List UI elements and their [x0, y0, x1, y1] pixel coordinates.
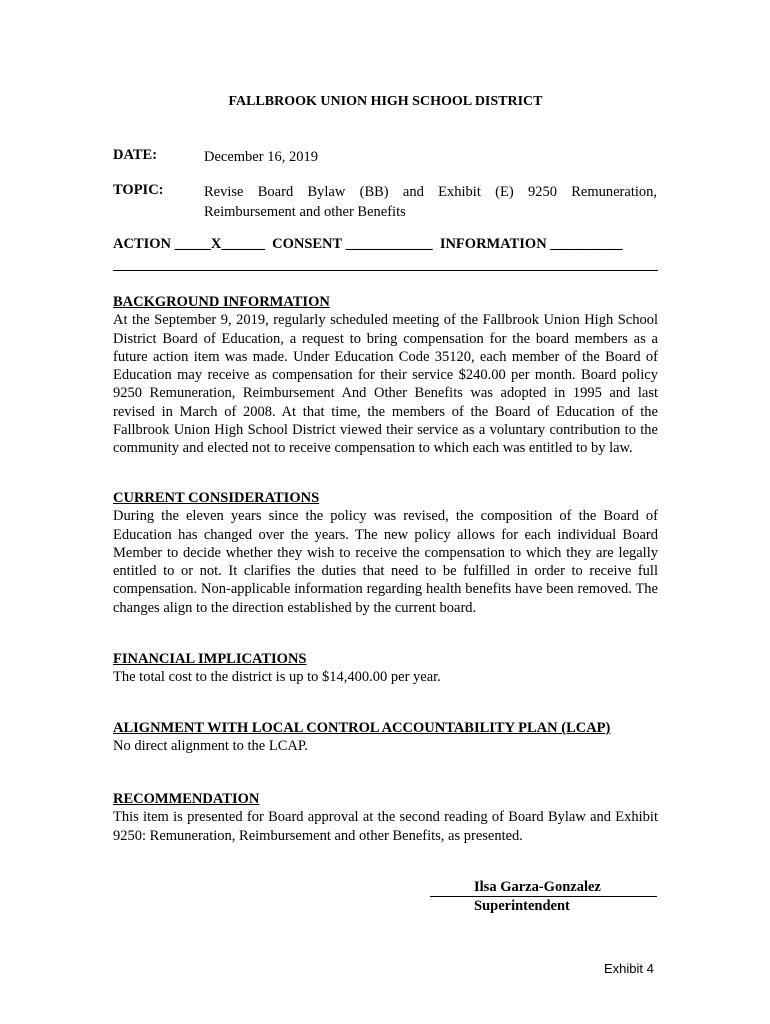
- action-consent-information-line: ACTION _____X______ CONSENT ____________ INFORMATION __________: [113, 236, 623, 252]
- divider-rule: [113, 270, 658, 271]
- current-considerations-body: During the eleven years since the policy was revised, the composition of the Board of Education has changed over the years. The new policy allows for each individual Board Member to decide whether they wish to receive the compensation to which they are legally entitled to or not. It clarifies the duties that need to be fulfilled in order to receive full compensation. Non-applicable information regarding health benefits have been removed. The changes align to the direction established by the current board.: [113, 508, 658, 616]
- financial-heading: FINANCIAL IMPLICATIONS: [113, 651, 307, 667]
- lcap-body: No direct alignment to the LCAP.: [113, 738, 308, 755]
- lcap-heading: ALIGNMENT WITH LOCAL CONTROL ACCOUNTABILITY PLAN (LCAP): [113, 720, 611, 736]
- recommendation-section: [113, 790, 658, 845]
- lcap-section: [113, 719, 658, 756]
- background-heading: BACKGROUND INFORMATION: [113, 294, 330, 310]
- background-section: [113, 293, 658, 458]
- recommendation-body: This item is presented for Board approval at the second reading of Board Bylaw and Exhibit 9250: Remuneration, Reimbursement and other Benefits, as presented.: [113, 809, 658, 844]
- date-value: December 16, 2019: [204, 149, 318, 165]
- district-title: FALLBROOK UNION HIGH SCHOOL DISTRICT: [228, 94, 543, 109]
- topic-value: Revise Board Bylaw (BB) and Exhibit (E) 9250 Remuneration, Reimbursement and other Benefits: [204, 184, 657, 220]
- background-body: At the September 9, 2019, regularly scheduled meeting of the Fallbrook Union High School District Board of Education, a request to bring compensation for the board members as a future action item was made. Under Education Code 35120, each member of the Board of Education may receive as compensation for their service $240.00 per month. Board policy 9250 Remuneration, Reimbursement And Other Benefits was adopted in 1995 and last revised in March of 2008. At that time, the members of the Board of Education of the Fallbrook Union High School District viewed their service as a voluntary contribution to the community and elected not to receive compensation to which each was entitled to by law.: [113, 312, 658, 457]
- exhibit-label: Exhibit 4: [604, 961, 654, 976]
- signature-name: Ilsa Garza-Gonzalez: [430, 879, 657, 897]
- financial-body: The total cost to the district is up to $14,400.00 per year.: [113, 669, 441, 686]
- current-considerations-section: [113, 489, 658, 617]
- recommendation-heading: RECOMMENDATION: [113, 791, 260, 807]
- date-label: DATE:: [113, 147, 158, 163]
- current-considerations-heading: CURRENT CONSIDERATIONS: [113, 490, 320, 506]
- signature-title: Superintendent: [474, 898, 570, 914]
- financial-section: [113, 650, 658, 687]
- topic-label: TOPIC:: [113, 182, 164, 198]
